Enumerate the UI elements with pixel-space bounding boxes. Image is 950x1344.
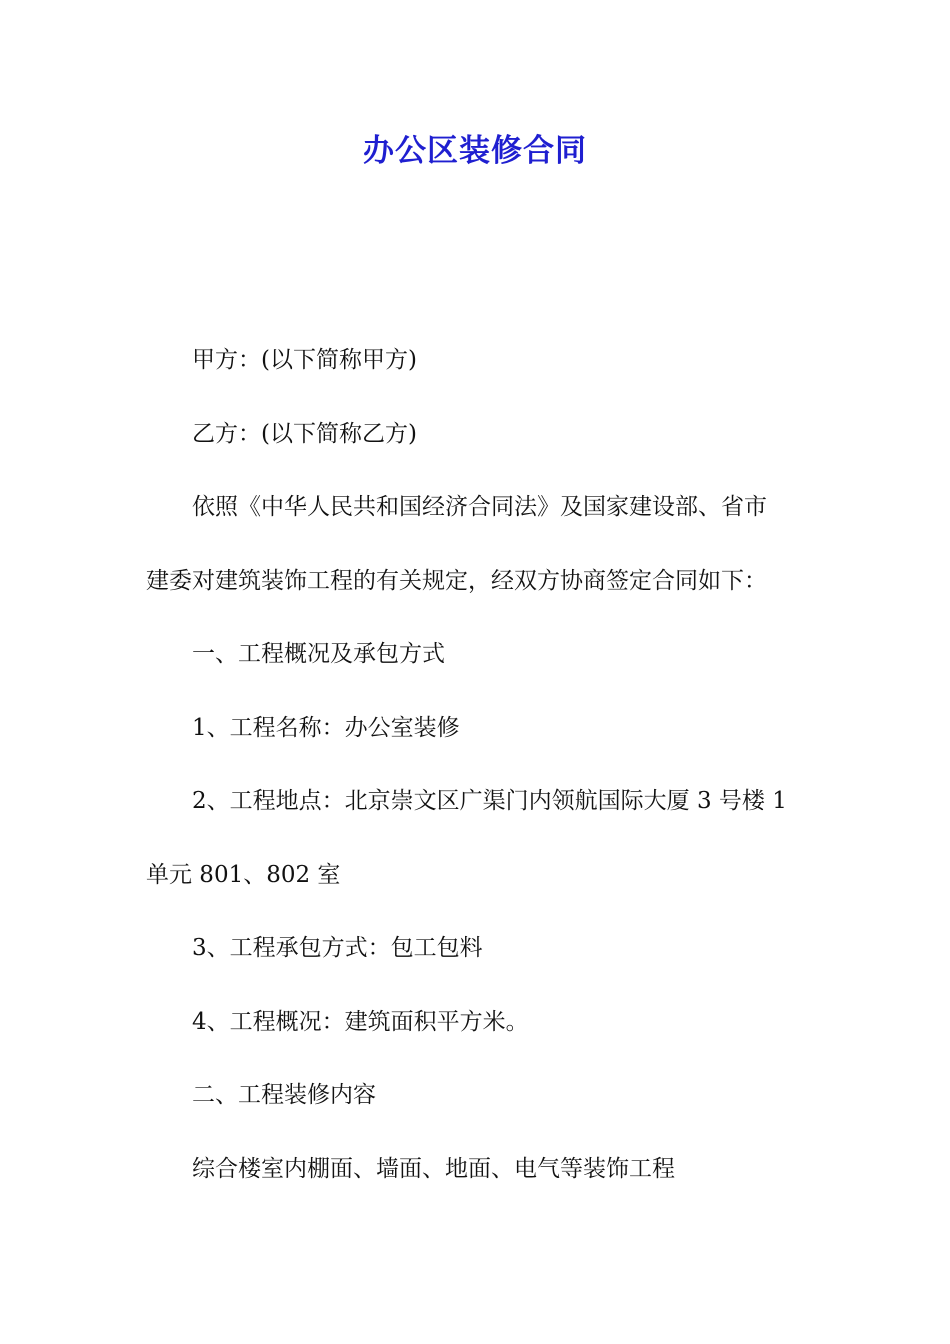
section-heading-2: 二、工程装修内容 — [192, 1082, 376, 1108]
preamble-line-2: 建委对建筑装饰工程的有关规定，经双方协商签定合同如下： — [146, 567, 767, 594]
project-location-line-1: 2、工程地点：北京崇文区广渠门内领航国际大厦 3 号楼 1 — [192, 788, 787, 814]
party-b-line: 乙方：(以下简称乙方) — [192, 420, 417, 447]
project-name-line: 1、工程名称：办公室装修 — [192, 714, 460, 741]
section-heading-1: 一、工程概况及承包方式 — [192, 641, 445, 667]
project-location-line-2: 单元 801、802 室 — [146, 861, 341, 888]
decoration-scope-line: 综合楼室内棚面、墙面、地面、电气等装饰工程 — [192, 1155, 675, 1182]
contract-method-line: 3、工程承包方式：包工包料 — [192, 935, 483, 961]
preamble-line-1: 依照《中华人民共和国经济合同法》及国家建设部、省市 — [192, 494, 767, 520]
party-a-line: 甲方：(以下简称甲方) — [192, 347, 417, 373]
document-title: 办公区装修合同 — [363, 133, 587, 169]
project-overview-line: 4、工程概况：建筑面积平方米。 — [192, 1008, 529, 1035]
document-body — [146, 335, 810, 1217]
